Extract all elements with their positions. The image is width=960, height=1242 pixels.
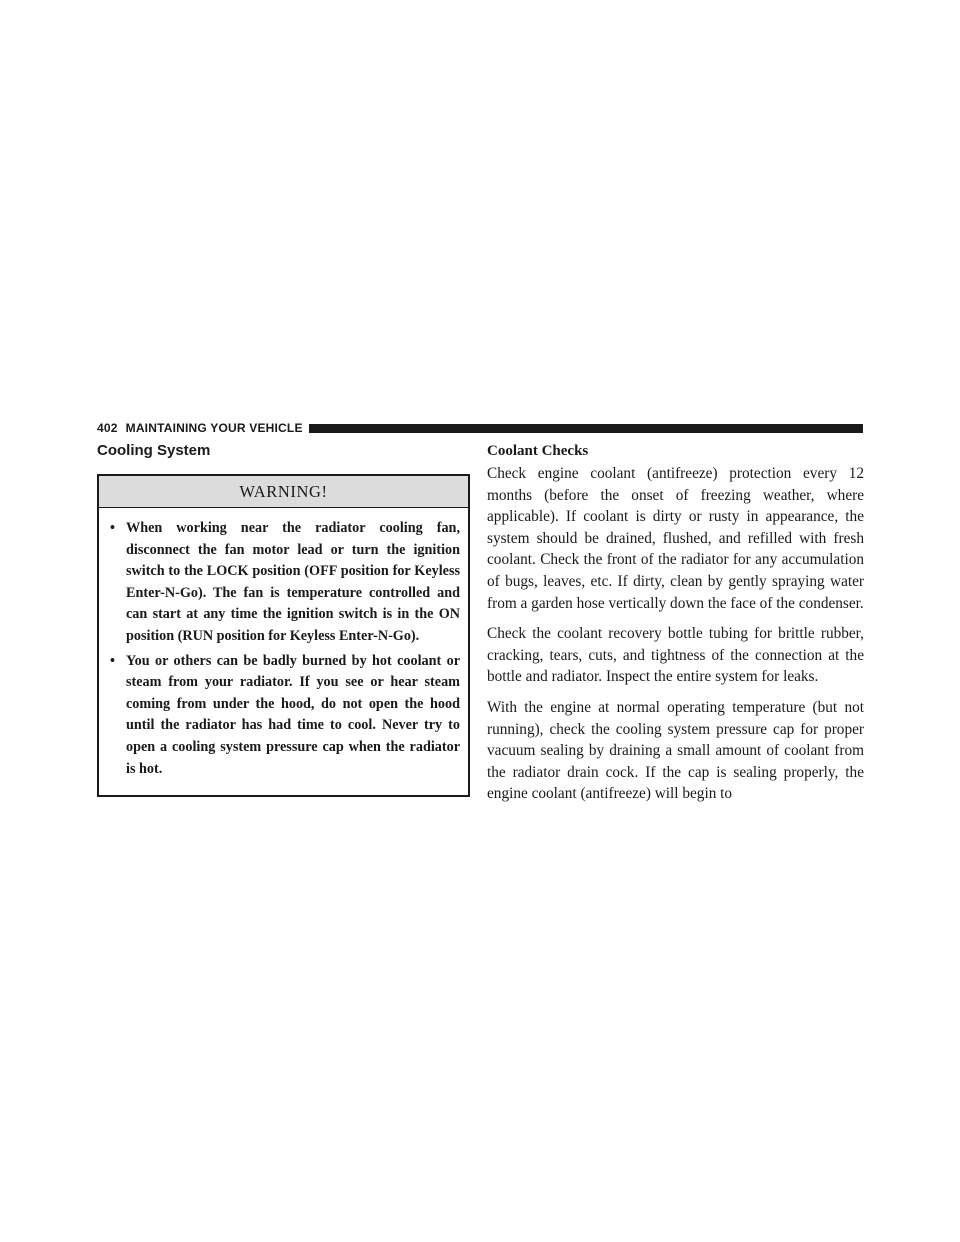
warning-item (107, 518, 460, 648)
warning-item-text: When working near the radiator cooling fan, disconnect the fan motor lead or turn the ignition switch to the LOCK position (OFF position for Keyless Enter-N-Go). The fan is temperature controlled and can start at any time the ignition switch is in the ON position (RUN position for Keyless Enter-N-Go). (126, 520, 460, 644)
warning-item (107, 651, 460, 781)
section-name: MAINTAINING YOUR VEHICLE (125, 421, 303, 435)
header-rule (309, 424, 863, 433)
warning-list (99, 508, 468, 795)
bullet-icon: • (110, 520, 115, 536)
warning-item-text: You or others can be badly burned by hot coolant or steam from your radiator. If you see or hear steam coming from under the hood, do not open the hood until the radiator has had time to cool. Never try to open a cooling system pressure cap when the radiator is hot. (126, 652, 460, 777)
warning-box (97, 474, 470, 797)
page-header (97, 419, 863, 437)
section-heading: Cooling System (97, 442, 211, 459)
bullet-icon: • (110, 652, 115, 669)
paragraph: Check the coolant recovery bottle tubing for brittle rubber, cracking, tears, cuts, and tightness of the connection at the bottle and radiator. Inspect the entire system for leaks. (487, 625, 864, 686)
paragraph: With the engine at normal operating temperature (but not running), check the cooling system pressure cap for proper vacuum sealing by draining a small amount of coolant from the radiator drain cock. If the cap is sealing properly, the engine coolant (antifreeze) will begin to (487, 698, 864, 803)
left-column (97, 441, 470, 797)
page-number: 402 (97, 421, 118, 435)
paragraph: Check engine coolant (antifreeze) protection every 12 months (before the onset of freezing weather, where applicable). If coolant is dirty or rusty in appearance, the system should be drained, flushed, and refilled with fresh coolant. Check the front of the radiator for any accumulation of bugs, leaves, etc. If dirty, clean by gently spraying water from a garden hose vertically down the face of the condenser. (487, 465, 864, 612)
right-column (487, 441, 864, 814)
warning-title: WARNING! (99, 476, 468, 508)
coolant-checks-heading: Coolant Checks (487, 443, 589, 459)
